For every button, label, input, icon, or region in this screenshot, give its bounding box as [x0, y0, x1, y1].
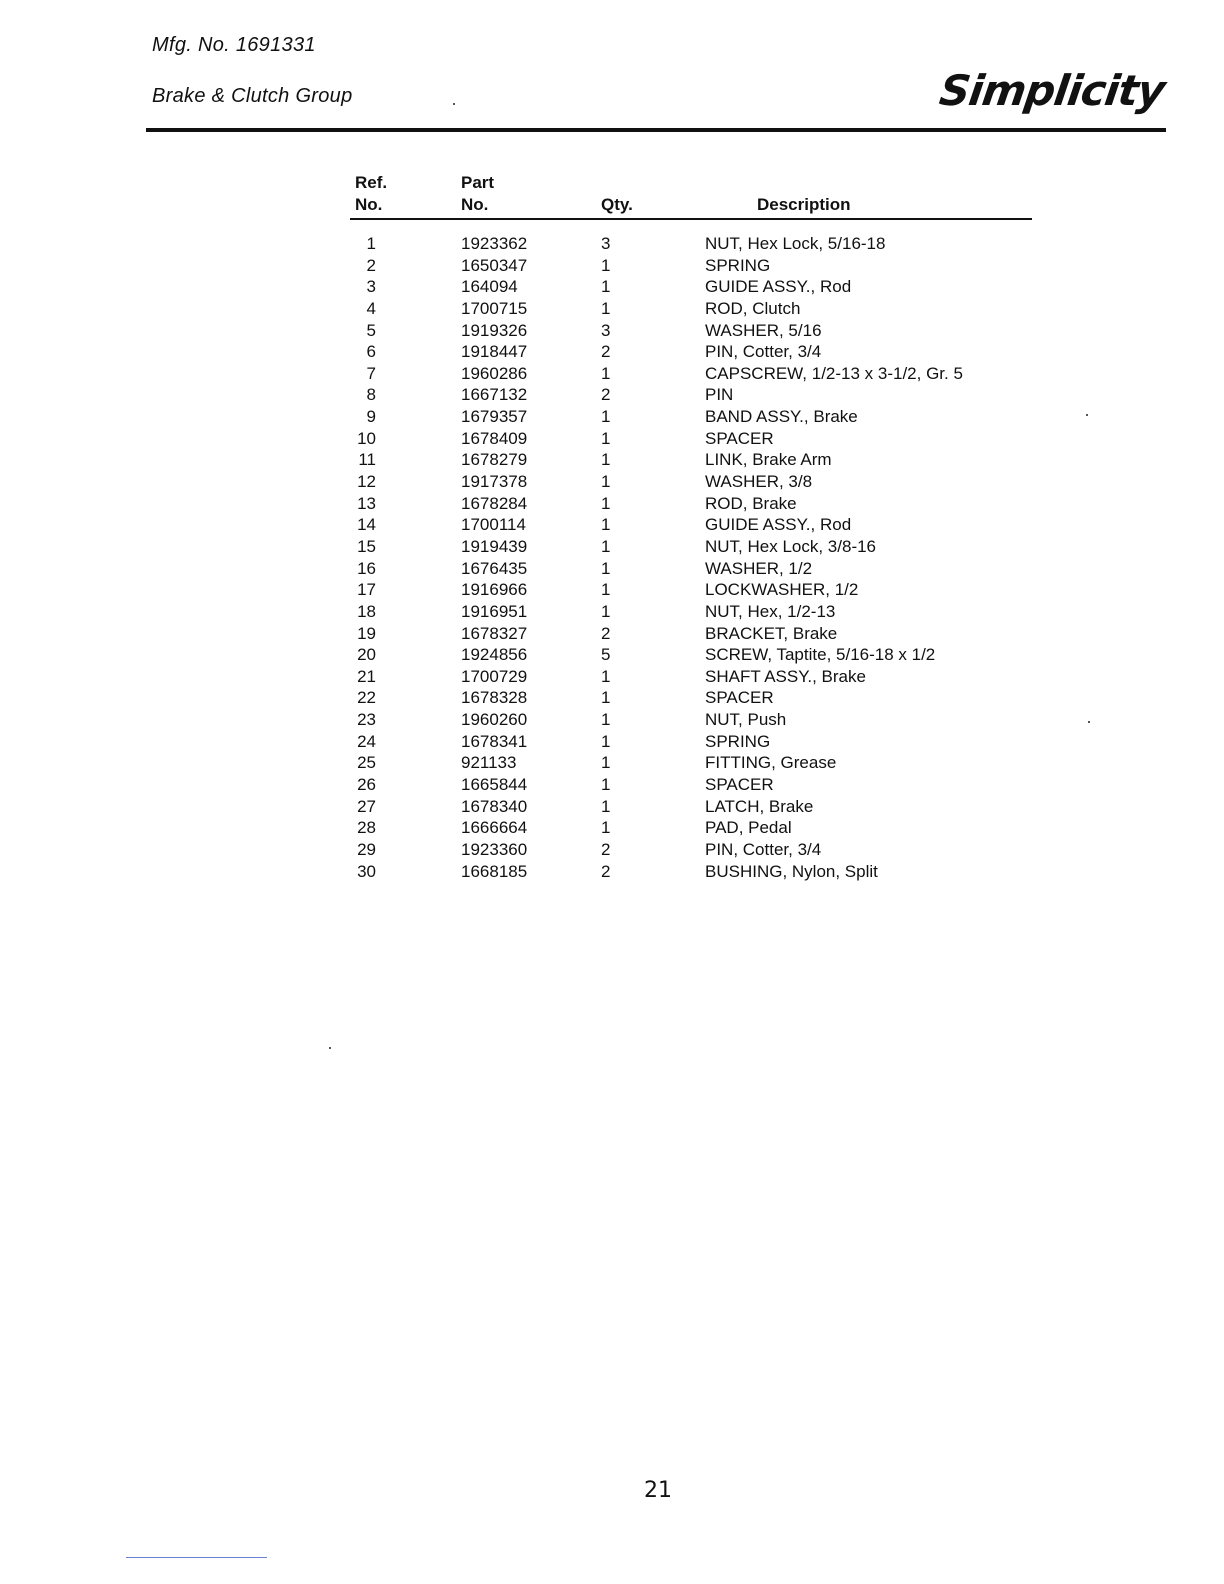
cell-part-number: 164094 [461, 277, 518, 297]
cell-ref: 17 [357, 580, 376, 600]
cell-ref: 12 [357, 472, 376, 492]
cell-part-number: 1678340 [461, 796, 528, 816]
cell-description: PIN, Cotter, 3/4 [705, 342, 822, 362]
cell-ref: 1 [366, 234, 376, 253]
cell-part-number: 1678341 [461, 731, 528, 751]
cell-ref: 4 [366, 298, 376, 318]
scan-speck [329, 1047, 331, 1049]
column-header-part-line2: No. [461, 195, 489, 214]
cell-qty: 1 [601, 753, 611, 773]
scan-speck [1088, 721, 1090, 723]
table-row [0, 774, 1224, 796]
cell-description: GUIDE ASSY., Rod [705, 515, 852, 535]
cell-part-number: 1923362 [461, 234, 528, 253]
cell-part-number: 1916951 [461, 601, 528, 621]
brand-logo: Simplicity [936, 66, 1168, 115]
cell-description: LOCKWASHER, 1/2 [705, 580, 859, 600]
cell-qty: 1 [601, 558, 611, 578]
cell-part-number: 1666664 [461, 818, 528, 838]
cell-part-number: 1676435 [461, 558, 528, 578]
cell-description: BAND ASSY., Brake [705, 407, 858, 427]
cell-qty: 1 [601, 536, 611, 556]
column-header-ref-line1: Ref. [355, 173, 388, 192]
cell-qty: 3 [601, 234, 611, 253]
column-header-ref-line2: No. [355, 195, 383, 214]
cell-description: PIN, Cotter, 3/4 [705, 839, 822, 859]
cell-ref: 13 [357, 493, 376, 513]
cell-qty: 1 [601, 472, 611, 492]
cell-qty: 3 [601, 320, 611, 340]
cell-qty: 2 [601, 839, 611, 859]
table-row [0, 752, 1224, 774]
cell-part-number: 1667132 [461, 385, 528, 405]
cell-description: FITTING, Grease [705, 753, 837, 773]
table-row [0, 731, 1224, 753]
cell-ref: 20 [357, 645, 376, 665]
table-row [0, 493, 1224, 515]
cell-ref: 5 [366, 320, 376, 340]
cell-part-number: 1960286 [461, 363, 528, 383]
table-row [0, 536, 1224, 558]
cell-description: NUT, Hex Lock, 3/8-16 [705, 536, 877, 556]
cell-description: WASHER, 3/8 [705, 472, 813, 492]
cell-ref: 27 [357, 796, 376, 816]
cell-ref: 23 [357, 710, 376, 730]
cell-part-number: 1919326 [461, 320, 528, 340]
table-row [0, 233, 1224, 255]
cell-ref: 11 [358, 450, 376, 470]
table-row [0, 666, 1224, 688]
cell-description: LATCH, Brake [705, 796, 814, 816]
mfg-number: Mfg. No. 1691331 [152, 34, 316, 56]
cell-part-number: 1678279 [461, 450, 528, 470]
cell-part-number: 1960260 [461, 710, 528, 730]
table-row [0, 255, 1224, 277]
table-row [0, 839, 1224, 861]
footer-line [126, 1557, 267, 1558]
cell-part-number: 921133 [461, 753, 517, 773]
cell-part-number: 1919439 [461, 536, 528, 556]
cell-ref: 25 [357, 753, 376, 773]
parts-table [0, 233, 1224, 882]
table-row [0, 298, 1224, 320]
cell-ref: 8 [366, 385, 376, 405]
cell-description: SPRING [705, 731, 771, 751]
cell-description: ROD, Clutch [705, 298, 801, 318]
table-row [0, 449, 1224, 471]
cell-ref: 14 [357, 515, 376, 535]
page-number: 21 [644, 1478, 672, 1503]
cell-ref: 15 [357, 536, 376, 556]
cell-qty: 1 [601, 666, 611, 686]
cell-ref: 28 [357, 818, 376, 838]
table-row [0, 471, 1224, 493]
cell-part-number: 1678327 [461, 623, 528, 643]
cell-description: ROD, Brake [705, 493, 797, 513]
table-row [0, 623, 1224, 645]
table-row [0, 406, 1224, 428]
cell-ref: 29 [357, 839, 376, 859]
cell-description: SPRING [705, 255, 771, 275]
column-header-description: Description [757, 195, 851, 214]
table-row [0, 384, 1224, 406]
cell-ref: 22 [357, 688, 376, 708]
table-row [0, 709, 1224, 731]
cell-part-number: 1678284 [461, 493, 528, 513]
cell-part-number: 1917378 [461, 472, 528, 492]
table-row [0, 601, 1224, 623]
cell-description: WASHER, 5/16 [705, 320, 822, 340]
cell-qty: 1 [601, 580, 611, 600]
cell-description: NUT, Hex, 1/2-13 [705, 601, 836, 621]
cell-qty: 1 [601, 428, 611, 448]
cell-description: CAPSCREW, 1/2-13 x 3-1/2, Gr. 5 [705, 363, 963, 383]
cell-description: SCREW, Taptite, 5/16-18 x 1/2 [705, 645, 936, 665]
cell-part-number: 1679357 [461, 407, 528, 427]
cell-qty: 2 [601, 623, 611, 643]
cell-qty: 2 [601, 342, 611, 362]
table-row [0, 579, 1224, 601]
table-row [0, 558, 1224, 580]
cell-qty: 5 [601, 645, 611, 665]
cell-ref: 19 [357, 623, 376, 643]
table-row [0, 514, 1224, 536]
cell-qty: 1 [601, 688, 611, 708]
cell-description: PIN [705, 385, 734, 405]
table-row [0, 861, 1224, 883]
cell-qty: 1 [601, 731, 611, 751]
cell-part-number: 1650347 [461, 255, 528, 275]
cell-qty: 1 [601, 710, 611, 730]
cell-ref: 6 [366, 342, 376, 362]
cell-qty: 1 [601, 493, 611, 513]
cell-qty: 1 [601, 407, 611, 427]
table-row [0, 817, 1224, 839]
cell-qty: 1 [601, 450, 611, 470]
cell-part-number: 1700729 [461, 666, 528, 686]
cell-qty: 2 [601, 385, 611, 405]
cell-qty: 1 [601, 277, 611, 297]
cell-ref: 9 [366, 407, 376, 427]
cell-ref: 18 [357, 601, 376, 621]
cell-description: SHAFT ASSY., Brake [705, 666, 866, 686]
cell-part-number: 1918447 [461, 342, 528, 362]
table-row [0, 341, 1224, 363]
cell-qty: 1 [601, 298, 611, 318]
header-rule [146, 128, 1166, 132]
cell-description: NUT, Hex Lock, 5/16-18 [705, 234, 886, 253]
table-row [0, 796, 1224, 818]
cell-part-number: 1665844 [461, 775, 528, 795]
cell-part-number: 1700114 [461, 515, 526, 535]
column-header-part-line1: Part [461, 173, 495, 192]
column-header-part [461, 172, 494, 216]
cell-qty: 1 [601, 796, 611, 816]
scan-speck [453, 103, 455, 105]
scan-speck [1086, 414, 1088, 416]
cell-ref: 10 [357, 428, 376, 448]
cell-ref: 30 [357, 861, 376, 881]
cell-part-number: 1678409 [461, 428, 528, 448]
cell-description: WASHER, 1/2 [705, 558, 813, 578]
cell-description: PAD, Pedal [705, 818, 792, 838]
column-header-qty: Qty. [601, 195, 633, 214]
cell-description: BUSHING, Nylon, Split [705, 861, 878, 881]
cell-part-number: 1700715 [461, 298, 528, 318]
cell-part-number: 1678328 [461, 688, 528, 708]
cell-description: NUT, Push [705, 710, 787, 730]
cell-description: LINK, Brake Arm [705, 450, 832, 470]
cell-part-number: 1668185 [461, 861, 528, 881]
table-row [0, 644, 1224, 666]
table-row [0, 428, 1224, 450]
table-row [0, 320, 1224, 342]
cell-ref: 16 [357, 558, 376, 578]
cell-qty: 1 [601, 601, 611, 621]
cell-qty: 1 [601, 255, 611, 275]
cell-description: SPACER [705, 688, 774, 708]
cell-ref: 2 [366, 255, 376, 275]
cell-qty: 1 [601, 775, 611, 795]
cell-qty: 1 [601, 818, 611, 838]
cell-qty: 2 [601, 861, 611, 881]
table-row [0, 687, 1224, 709]
cell-description: GUIDE ASSY., Rod [705, 277, 852, 297]
cell-description: BRACKET, Brake [705, 623, 838, 643]
table-row [0, 363, 1224, 385]
cell-part-number: 1924856 [461, 645, 528, 665]
column-header-ref [355, 172, 387, 216]
cell-description: SPACER [705, 428, 774, 448]
cell-description: SPACER [705, 775, 774, 795]
table-header-rule [350, 218, 1032, 220]
cell-ref: 26 [357, 775, 376, 795]
cell-ref: 7 [366, 363, 376, 383]
cell-part-number: 1916966 [461, 580, 528, 600]
cell-ref: 21 [357, 666, 376, 686]
table-row [0, 276, 1224, 298]
cell-ref: 3 [366, 277, 376, 297]
cell-ref: 24 [357, 731, 376, 751]
cell-part-number: 1923360 [461, 839, 528, 859]
group-title: Brake & Clutch Group [152, 85, 353, 107]
cell-qty: 1 [601, 515, 611, 535]
cell-qty: 1 [601, 363, 611, 383]
